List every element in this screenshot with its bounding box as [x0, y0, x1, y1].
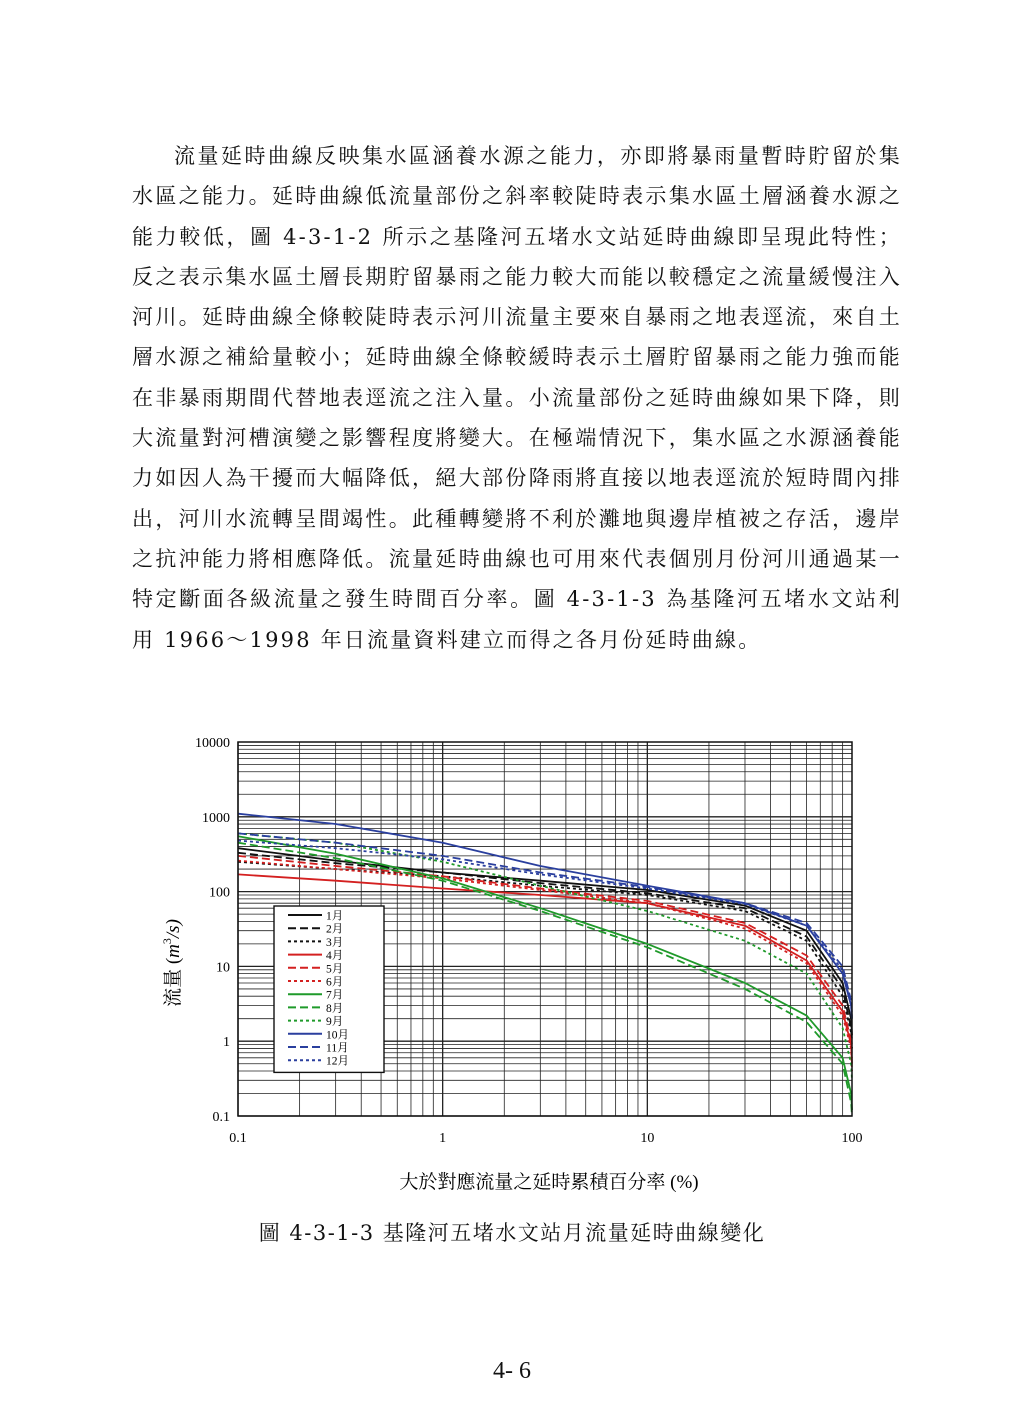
y-tick-label: 10 — [216, 960, 230, 976]
y-tick-label: 0.1 — [212, 1110, 230, 1125]
legend-label: 3月 — [326, 936, 344, 949]
legend-label: 11月 — [326, 1042, 349, 1055]
x-tick-label: 1 — [439, 1131, 447, 1146]
legend-label: 4月 — [326, 950, 344, 963]
x-tick-label: 0.1 — [229, 1131, 247, 1146]
chart-svg — [150, 728, 890, 1208]
y-tick-labels — [195, 736, 230, 1125]
y-axis-label: 流量 $(m^3/s)$ — [160, 919, 184, 1007]
x-tick-labels — [229, 1131, 862, 1146]
legend-label: 12月 — [326, 1055, 349, 1068]
legend-label: 5月 — [326, 963, 344, 976]
legend-label: 9月 — [326, 1016, 344, 1029]
y-tick-label: 1000 — [202, 810, 230, 826]
legend-label: 2月 — [326, 923, 344, 936]
legend-label: 10月 — [326, 1029, 349, 1042]
legend-label: 1月 — [326, 910, 344, 923]
y-tick-label: 100 — [209, 885, 230, 901]
x-axis-label: 大於對應流量之延時累積百分率 (%) — [399, 1172, 699, 1193]
chart-legend — [274, 906, 384, 1072]
figure-caption: 圖 4-3-1-3 基隆河五堵水文站月流量延時曲線變化 — [258, 1221, 766, 1245]
body-paragraph: 流量延時曲線反映集水區涵養水源之能力，亦即將暴雨量暫時貯留於集水區之能力。延時曲線低流量部份之斜率較陡時表示集水區土層涵養水源之能力較低，圖 4-3-1-2 所示之基隆河五堵水文站延時曲線即呈現此特性；反之表示集水區土層長期貯留暴雨之能力較大而能以較穩定之流量緩慢注入河川。延時曲線全條較陡時表示河川流量主要來自暴雨之地表逕流，來自土層水源之補給量較小；延時曲線全條較緩時表示土層貯留暴雨之能力強而能在非暴雨期間代替地表逕流之注入量。小流量部份之延時曲線如果下降，則大流量對河槽演變之影響程度將變大。在極端情況下，集水區之水源涵養能力如因人為干擾而大幅降低，絕大部份降雨將直接以地表逕流於短時間內排出，河川水流轉呈間竭性。此種轉變將不利於灘地與邊岸植被之存活，邊岸之抗沖能力將相應降低。流量延時曲線也可用來代表個別月份河川通過某一特定斷面各級流量之發生時間百分率。圖 4-3-1-3 為基隆河五堵水文站利用 1966～1998 年日流量資料建立而得之各月份延時曲線。 — [132, 144, 902, 652]
legend-label: 8月 — [326, 1002, 344, 1015]
y-tick-label: 10000 — [195, 736, 230, 751]
y-tick-label: 1 — [223, 1035, 230, 1051]
legend-label: 7月 — [326, 989, 344, 1002]
page-number: 4- 6 — [493, 1358, 531, 1384]
x-tick-label: 10 — [640, 1131, 655, 1146]
flow-duration-chart — [150, 728, 890, 1208]
legend-label: 6月 — [326, 976, 344, 989]
x-tick-label: 100 — [841, 1131, 863, 1146]
